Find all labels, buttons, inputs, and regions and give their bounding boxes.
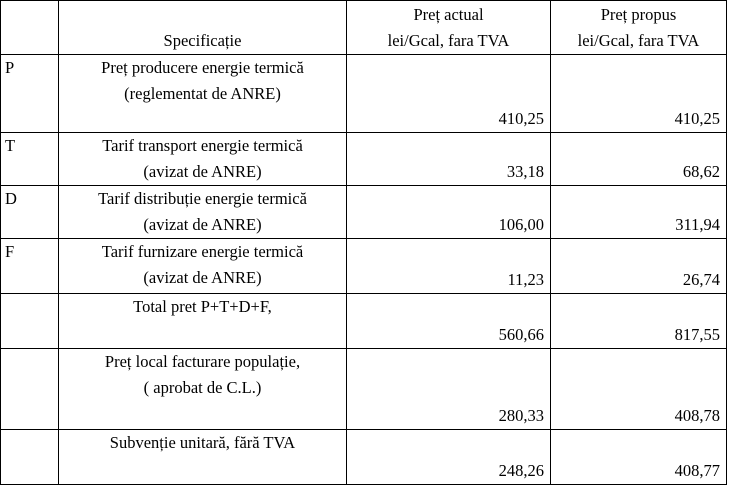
header-proposed-price (551, 1, 727, 55)
row-proposed-price: 408,77 (551, 430, 727, 485)
table-row (1, 349, 727, 430)
header-spec: Specificație (59, 1, 347, 55)
row-spec: Subvenție unitară, fără TVA (59, 430, 347, 485)
table-row (1, 430, 727, 485)
header-row (1, 1, 727, 55)
row-actual-price: 280,33 (347, 349, 551, 430)
row-actual-price: 248,26 (347, 430, 551, 485)
row-actual-price: 33,18 (347, 133, 551, 186)
table-row (1, 133, 727, 186)
header-actual-price (347, 1, 551, 55)
row-spec: Tarif furnizare energie termică (avizat de ANRE) (59, 239, 347, 294)
table-row (1, 186, 727, 239)
row-proposed-price: 817,55 (551, 294, 727, 349)
row-code (1, 430, 59, 485)
row-spec: Tarif transport energie termică (avizat de ANRE) (59, 133, 347, 186)
row-spec: Total pret P+T+D+F, (59, 294, 347, 349)
row-actual-price: 11,23 (347, 239, 551, 294)
row-proposed-price: 68,62 (551, 133, 727, 186)
row-code: P (1, 55, 59, 133)
row-proposed-price: 408,78 (551, 349, 727, 430)
table-row (1, 239, 727, 294)
table-row (1, 55, 727, 133)
row-spec: Preț local facturare populație, ( aprobat de C.L.) (59, 349, 347, 430)
row-code (1, 294, 59, 349)
row-actual-price: 560,66 (347, 294, 551, 349)
row-proposed-price: 410,25 (551, 55, 727, 133)
header-code (1, 1, 59, 55)
row-code: T (1, 133, 59, 186)
table-row (1, 294, 727, 349)
row-code: D (1, 186, 59, 239)
row-code: F (1, 239, 59, 294)
header-proposed-price-text: Preț propus lei/Gcal, fara TVA (577, 5, 700, 50)
row-proposed-price: 26,74 (551, 239, 727, 294)
row-spec: Tarif distribuție energie termică (avizat de ANRE) (59, 186, 347, 239)
header-actual-price-text: Preț actual lei/Gcal, fara TVA (387, 5, 510, 50)
row-actual-price: 410,25 (347, 55, 551, 133)
row-code (1, 349, 59, 430)
row-proposed-price: 311,94 (551, 186, 727, 239)
row-actual-price: 106,00 (347, 186, 551, 239)
row-spec: Preț producere energie termică (reglementat de ANRE) (59, 55, 347, 133)
